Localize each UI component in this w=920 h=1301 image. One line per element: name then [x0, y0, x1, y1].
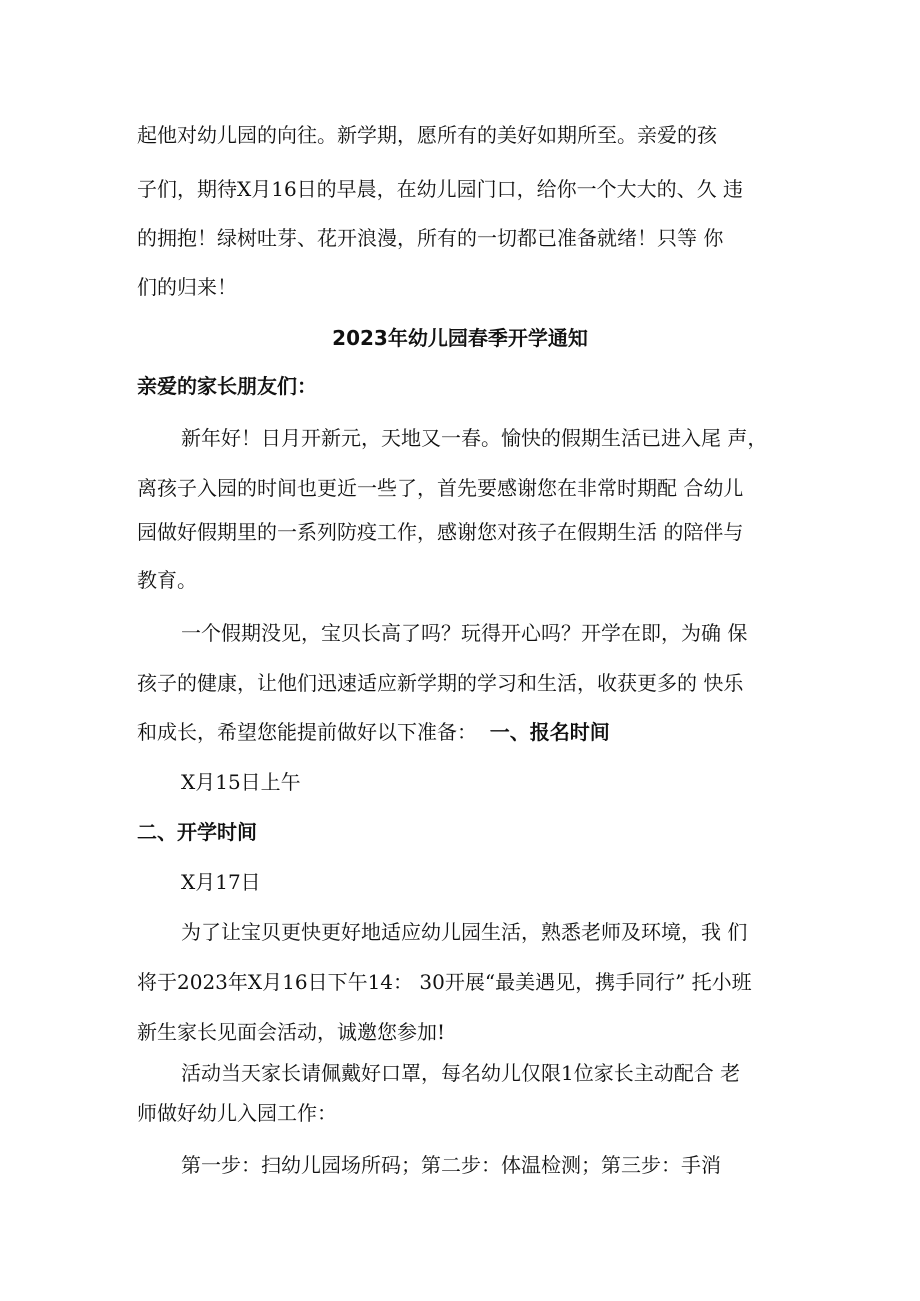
paragraph-line: 起他对幼儿园的向往。新学期，愿所有的美好如期所至。亲爱的孩: [137, 123, 717, 147]
text: 和成长，希望您能提前做好以下准备：: [137, 720, 477, 744]
paragraph-line: 教育。: [137, 568, 197, 592]
paragraph-line: 离孩子入园的时间也更近一些了，首先要感谢您在非常时期配 合幼儿: [137, 476, 744, 500]
section-heading: 一、报名时间: [489, 720, 610, 744]
document-title: 2023年幼儿园春季开学通知: [332, 326, 588, 350]
paragraph-line: 们的归来！: [137, 275, 237, 299]
salutation: 亲爱的家长朋友们：: [137, 374, 317, 398]
paragraph-line: [137, 719, 610, 745]
paragraph-line: 为了让宝贝更快更好地适应幼儿园生活，熟悉老师及环境，我 们: [181, 920, 748, 944]
section-heading: 二、开学时间: [137, 820, 257, 844]
paragraph-line: 一个假期没见，宝贝长高了吗？玩得开心吗？开学在即，为确 保: [181, 621, 748, 645]
paragraph-line: 子们，期待X月16日的早晨，在幼儿园门口，给你一个大大的、久 违: [137, 177, 744, 201]
paragraph-line: 新生家长见面会活动，诚邀您参加!: [137, 1020, 446, 1044]
paragraph-line: 活动当天家长请佩戴好口罩，每名幼儿仅限1位家长主动配合 老: [181, 1061, 741, 1085]
paragraph-line: 师做好幼儿入园工作：: [137, 1101, 337, 1125]
registration-time: X月15日上午: [181, 770, 301, 794]
paragraph-line: 的拥抱！绿树吐芽、花开浪漫，所有的一切都已准备就绪！只等 你: [137, 226, 724, 250]
paragraph-line: 园做好假期里的一系列防疫工作，感谢您对孩子在假期生活 的陪伴与: [137, 520, 744, 544]
paragraph-line: 孩子的健康，让他们迅速适应新学期的学习和生活，收获更多的 快乐: [137, 671, 744, 695]
paragraph-line: 新年好！日月开新元，天地又一春。愉快的假期生活已进入尾 声，: [181, 426, 768, 450]
start-date: X月17日: [181, 870, 261, 894]
paragraph-line: 第一步：扫幼儿园场所码；第二步：体温检测；第三步：手消: [181, 1153, 721, 1177]
paragraph-line: 将于2023年X月16日下午14： 30开展“最美遇见，携手同行” 托小班: [137, 970, 752, 994]
